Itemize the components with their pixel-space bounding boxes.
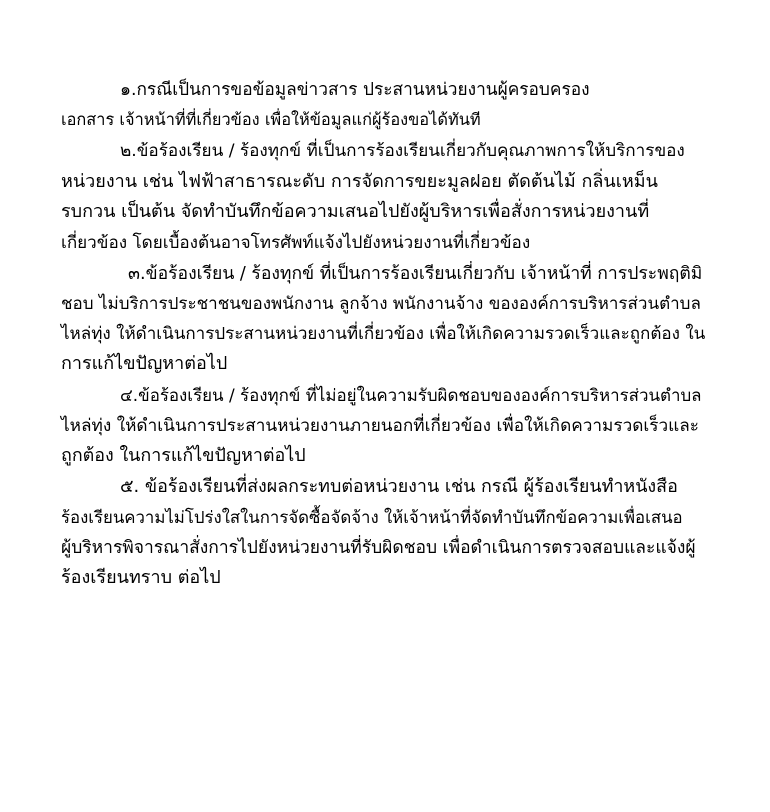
paragraph-3-line-4: การแก้ไขปัญหาต่อไป (61, 353, 228, 374)
paragraph-4-line-3: ถูกต้อง ในการแก้ไขปัญหาต่อไป (61, 445, 306, 466)
paragraph-2-line-4: เกี่ยวข้อง โดยเบื้องต้นอาจโทรศัพท์แจ้งไปยังหน่วยงานที่เกี่ยวข้อง (61, 233, 531, 253)
paragraph-1-line-2: เอกสาร เจ้าหน้าที่ที่เกี่ยวข้อง เพื่อให้ข้อมูลแก่ผู้ร้องขอได้ทันที (61, 110, 481, 129)
paragraph-5-line-1: ๕. ข้อร้องเรียนที่ส่งผลกระทบต่อหน่วยงาน เช่น กรณี ผู้ร้องเรียนทำหนังสือ (120, 476, 678, 497)
paragraph-3-line-3: ไหล่ทุ่ง ให้ดำเนินการประสานหน่วยงานที่เกี่ยวข้อง เพื่อให้เกิดความรวดเร็วและถูกต้อง ใน (61, 324, 706, 344)
paragraph-3-line-2: ชอบ ไม่บริการประชาชนของพนักงาน ลูกจ้าง พนักงานจ้าง ขององค์การบริหารส่วนตำบล (61, 294, 701, 314)
paragraph-2-line-3: รบกวน เป็นต้น จัดทำบันทึกข้อความเสนอไปยังผู้บริหารเพื่อสั่งการหน่วยงานที่ (61, 201, 650, 222)
paragraph-4-line-1: ๔.ข้อร้องเรียน / ร้องทุกข์ ที่ไม่อยู่ในความรับผิดชอบขององค์การบริหารส่วนตำบล (120, 385, 702, 405)
paragraph-2-line-2: หน่วยงาน เช่น ไฟฟ้าสาธารณะดับ การจัดการขยะมูลฝอย ตัดต้นไม้ กลิ่นเหม็น (61, 171, 658, 192)
paragraph-5-line-2: ร้องเรียนความไม่โปร่งใสในการจัดซื้อจัดจ้าง ให้เจ้าหน้าที่จัดทำบันทึกข้อความเพื่อเสนอ (61, 507, 683, 527)
paragraph-1-line-1: ๑.กรณีเป็นการขอข้อมูลข่าวสาร ประสานหน่วยงานผู้ครอบครอง (120, 80, 590, 100)
paragraph-2-line-1: ๒.ข้อร้องเรียน / ร้องทุกข์ ที่เป็นการร้องเรียนเกี่ยวกับคุณภาพการให้บริการของ (120, 141, 685, 161)
paragraph-3-line-1: ๓.ข้อร้องเรียน / ร้องทุกข์ ที่เป็นการร้องเรียนเกี่ยวกับ เจ้าหน้าที่ การประพฤติมิ (128, 264, 703, 284)
paragraph-5-line-4: ร้องเรียนทราบ ต่อไป (61, 567, 221, 588)
paragraph-4-line-2: ไหล่ทุ่ง ให้ดำเนินการประสานหน่วยงานภายนอกที่เกี่ยวข้อง เพื่อให้เกิดความรวดเร็วและ (61, 416, 700, 436)
paragraph-5-line-3: ผู้บริหารพิจารณาสั่งการไปยังหน่วยงานที่รับผิดชอบ เพื่อดำเนินการตรวจสอบและแจ้งผู้ (61, 538, 696, 558)
